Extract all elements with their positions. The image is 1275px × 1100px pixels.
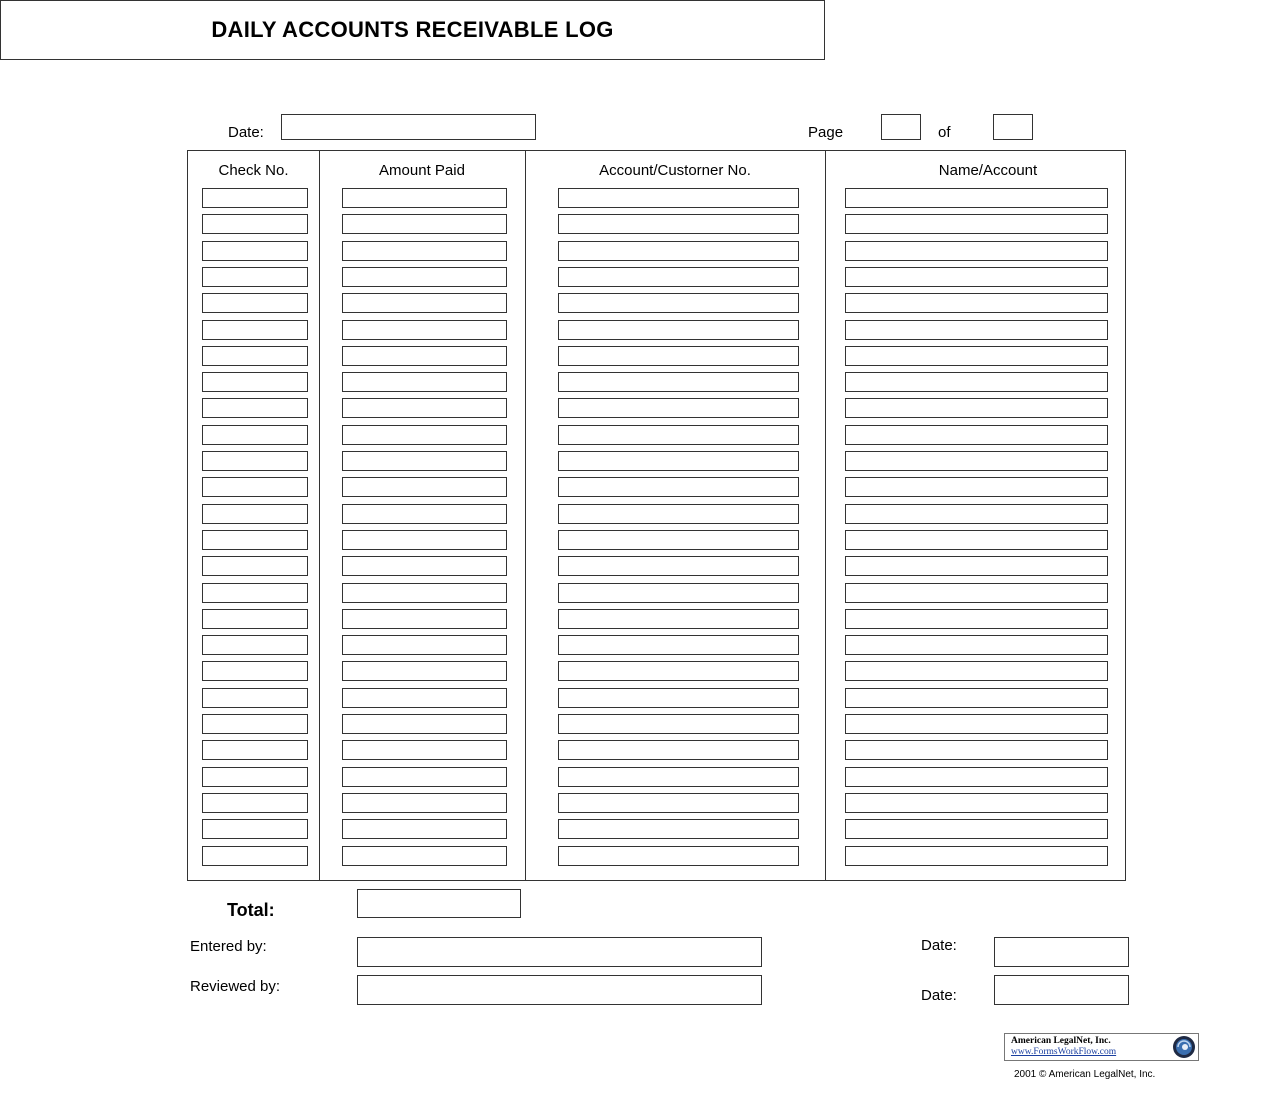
amount-paid-field[interactable] xyxy=(342,767,507,787)
amount-paid-field[interactable] xyxy=(342,661,507,681)
check-no-field[interactable] xyxy=(202,819,308,839)
column-divider xyxy=(825,151,826,880)
name-account-field[interactable] xyxy=(845,767,1108,787)
account-number-field[interactable] xyxy=(558,346,799,366)
name-account-field[interactable] xyxy=(845,293,1108,313)
name-account-field[interactable] xyxy=(845,267,1108,287)
check-no-field[interactable] xyxy=(202,793,308,813)
reviewed-date-label: Date: xyxy=(921,987,957,1004)
column-divider xyxy=(525,151,526,880)
log-table xyxy=(187,150,1126,881)
check-no-field[interactable] xyxy=(202,241,308,261)
page-label: Page xyxy=(808,124,844,141)
column-divider xyxy=(319,151,320,880)
check-no-field[interactable] xyxy=(202,451,308,471)
account-number-field[interactable] xyxy=(558,740,799,760)
account-number-field[interactable] xyxy=(558,188,799,208)
name-account-field[interactable] xyxy=(845,477,1108,497)
name-account-field[interactable] xyxy=(845,556,1108,576)
of-label: of xyxy=(938,124,951,141)
amount-paid-field[interactable] xyxy=(342,346,507,366)
date-field[interactable] xyxy=(281,114,536,140)
title-box xyxy=(0,0,825,60)
amount-paid-field[interactable] xyxy=(342,214,507,234)
check-no-field[interactable] xyxy=(202,188,308,208)
name-account-field[interactable] xyxy=(845,819,1108,839)
account-number-field[interactable] xyxy=(558,214,799,234)
account-number-field[interactable] xyxy=(558,609,799,629)
name-account-field[interactable] xyxy=(845,635,1108,655)
check-no-field[interactable] xyxy=(202,214,308,234)
account-number-field[interactable] xyxy=(558,819,799,839)
account-number-field[interactable] xyxy=(558,320,799,340)
account-number-field[interactable] xyxy=(558,846,799,866)
reviewed-by-label: Reviewed by: xyxy=(190,978,281,995)
account-number-field[interactable] xyxy=(558,635,799,655)
amount-paid-field[interactable] xyxy=(342,241,507,261)
check-no-field[interactable] xyxy=(202,293,308,313)
page-total-field[interactable] xyxy=(993,114,1033,140)
check-no-field[interactable] xyxy=(202,372,308,392)
amount-paid-field[interactable] xyxy=(342,609,507,629)
name-account-field[interactable] xyxy=(845,214,1108,234)
column-header-name-account: Name/Account xyxy=(938,162,1038,179)
account-number-field[interactable] xyxy=(558,267,799,287)
company-logo xyxy=(1004,1033,1199,1061)
amount-paid-field[interactable] xyxy=(342,556,507,576)
check-no-field[interactable] xyxy=(202,504,308,524)
page-number-field[interactable] xyxy=(881,114,921,140)
account-number-field[interactable] xyxy=(558,425,799,445)
copyright-notice: 2001 © American LegalNet, Inc. xyxy=(1014,1069,1156,1080)
name-account-field[interactable] xyxy=(845,846,1108,866)
amount-paid-field[interactable] xyxy=(342,398,507,418)
check-no-field[interactable] xyxy=(202,583,308,603)
check-no-field[interactable] xyxy=(202,425,308,445)
account-number-field[interactable] xyxy=(558,293,799,313)
account-number-field[interactable] xyxy=(558,556,799,576)
amount-paid-field[interactable] xyxy=(342,793,507,813)
amount-paid-field[interactable] xyxy=(342,635,507,655)
check-no-field[interactable] xyxy=(202,346,308,366)
name-account-field[interactable] xyxy=(845,320,1108,340)
company-website-link[interactable]: www.FormsWorkFlow.com xyxy=(1011,1047,1117,1057)
reviewed-date-field[interactable] xyxy=(994,975,1129,1005)
account-number-field[interactable] xyxy=(558,583,799,603)
entered-by-field[interactable] xyxy=(357,937,762,967)
amount-paid-field[interactable] xyxy=(342,583,507,603)
account-number-field[interactable] xyxy=(558,477,799,497)
amount-paid-field[interactable] xyxy=(342,320,507,340)
reviewed-by-field[interactable] xyxy=(357,975,762,1005)
amount-paid-field[interactable] xyxy=(342,504,507,524)
check-no-field[interactable] xyxy=(202,530,308,550)
amount-paid-field[interactable] xyxy=(342,819,507,839)
amount-paid-field[interactable] xyxy=(342,293,507,313)
check-no-field[interactable] xyxy=(202,609,308,629)
account-number-field[interactable] xyxy=(558,372,799,392)
check-no-field[interactable] xyxy=(202,556,308,576)
check-no-field[interactable] xyxy=(202,688,308,708)
account-number-field[interactable] xyxy=(558,530,799,550)
check-no-field[interactable] xyxy=(202,267,308,287)
check-no-field[interactable] xyxy=(202,477,308,497)
entered-date-label: Date: xyxy=(921,937,957,954)
amount-paid-field[interactable] xyxy=(342,425,507,445)
name-account-field[interactable] xyxy=(845,346,1108,366)
name-account-field[interactable] xyxy=(845,714,1108,734)
amount-paid-field[interactable] xyxy=(342,688,507,708)
form-title: DAILY ACCOUNTS RECEIVABLE LOG xyxy=(211,17,614,42)
name-account-field[interactable] xyxy=(845,241,1108,261)
entered-by-label: Entered by: xyxy=(190,938,267,955)
date-label: Date: xyxy=(228,124,264,141)
check-no-field[interactable] xyxy=(202,635,308,655)
amount-paid-field[interactable] xyxy=(342,188,507,208)
name-account-field[interactable] xyxy=(845,530,1108,550)
name-account-field[interactable] xyxy=(845,504,1108,524)
check-no-field[interactable] xyxy=(202,661,308,681)
check-no-field[interactable] xyxy=(202,398,308,418)
entered-date-field[interactable] xyxy=(994,937,1129,967)
amount-paid-field[interactable] xyxy=(342,267,507,287)
check-no-field[interactable] xyxy=(202,320,308,340)
name-account-field[interactable] xyxy=(845,688,1108,708)
name-account-field[interactable] xyxy=(845,425,1108,445)
amount-paid-field[interactable] xyxy=(342,714,507,734)
name-account-field[interactable] xyxy=(845,372,1108,392)
name-account-field[interactable] xyxy=(845,661,1108,681)
amount-paid-field[interactable] xyxy=(342,451,507,471)
account-number-field[interactable] xyxy=(558,767,799,787)
name-account-field[interactable] xyxy=(845,740,1108,760)
column-header-account-customer-no: Account/Custorner No. xyxy=(599,162,751,179)
amount-paid-field[interactable] xyxy=(342,846,507,866)
check-no-field[interactable] xyxy=(202,740,308,760)
account-number-field[interactable] xyxy=(558,714,799,734)
account-number-field[interactable] xyxy=(558,451,799,471)
name-account-field[interactable] xyxy=(845,188,1108,208)
account-number-field[interactable] xyxy=(558,793,799,813)
check-no-field[interactable] xyxy=(202,767,308,787)
amount-paid-field[interactable] xyxy=(342,740,507,760)
column-header-amount-paid: Amount Paid xyxy=(379,162,465,179)
name-account-field[interactable] xyxy=(845,398,1108,418)
check-no-field[interactable] xyxy=(202,714,308,734)
column-header-check-no: Check No. xyxy=(218,162,289,179)
amount-paid-field[interactable] xyxy=(342,372,507,392)
check-no-field[interactable] xyxy=(202,846,308,866)
total-field[interactable] xyxy=(357,889,521,918)
name-account-field[interactable] xyxy=(845,451,1108,471)
account-number-field[interactable] xyxy=(558,241,799,261)
account-number-field[interactable] xyxy=(558,661,799,681)
account-number-field[interactable] xyxy=(558,504,799,524)
total-label: Total: xyxy=(227,900,275,920)
name-account-field[interactable] xyxy=(845,793,1108,813)
company-name: American LegalNet, Inc. xyxy=(1011,1036,1111,1046)
name-account-field[interactable] xyxy=(845,609,1108,629)
account-number-field[interactable] xyxy=(558,688,799,708)
amount-paid-field[interactable] xyxy=(342,530,507,550)
name-account-field[interactable] xyxy=(845,583,1108,603)
account-number-field[interactable] xyxy=(558,398,799,418)
globe-logo-icon xyxy=(1172,1035,1196,1059)
amount-paid-field[interactable] xyxy=(342,477,507,497)
